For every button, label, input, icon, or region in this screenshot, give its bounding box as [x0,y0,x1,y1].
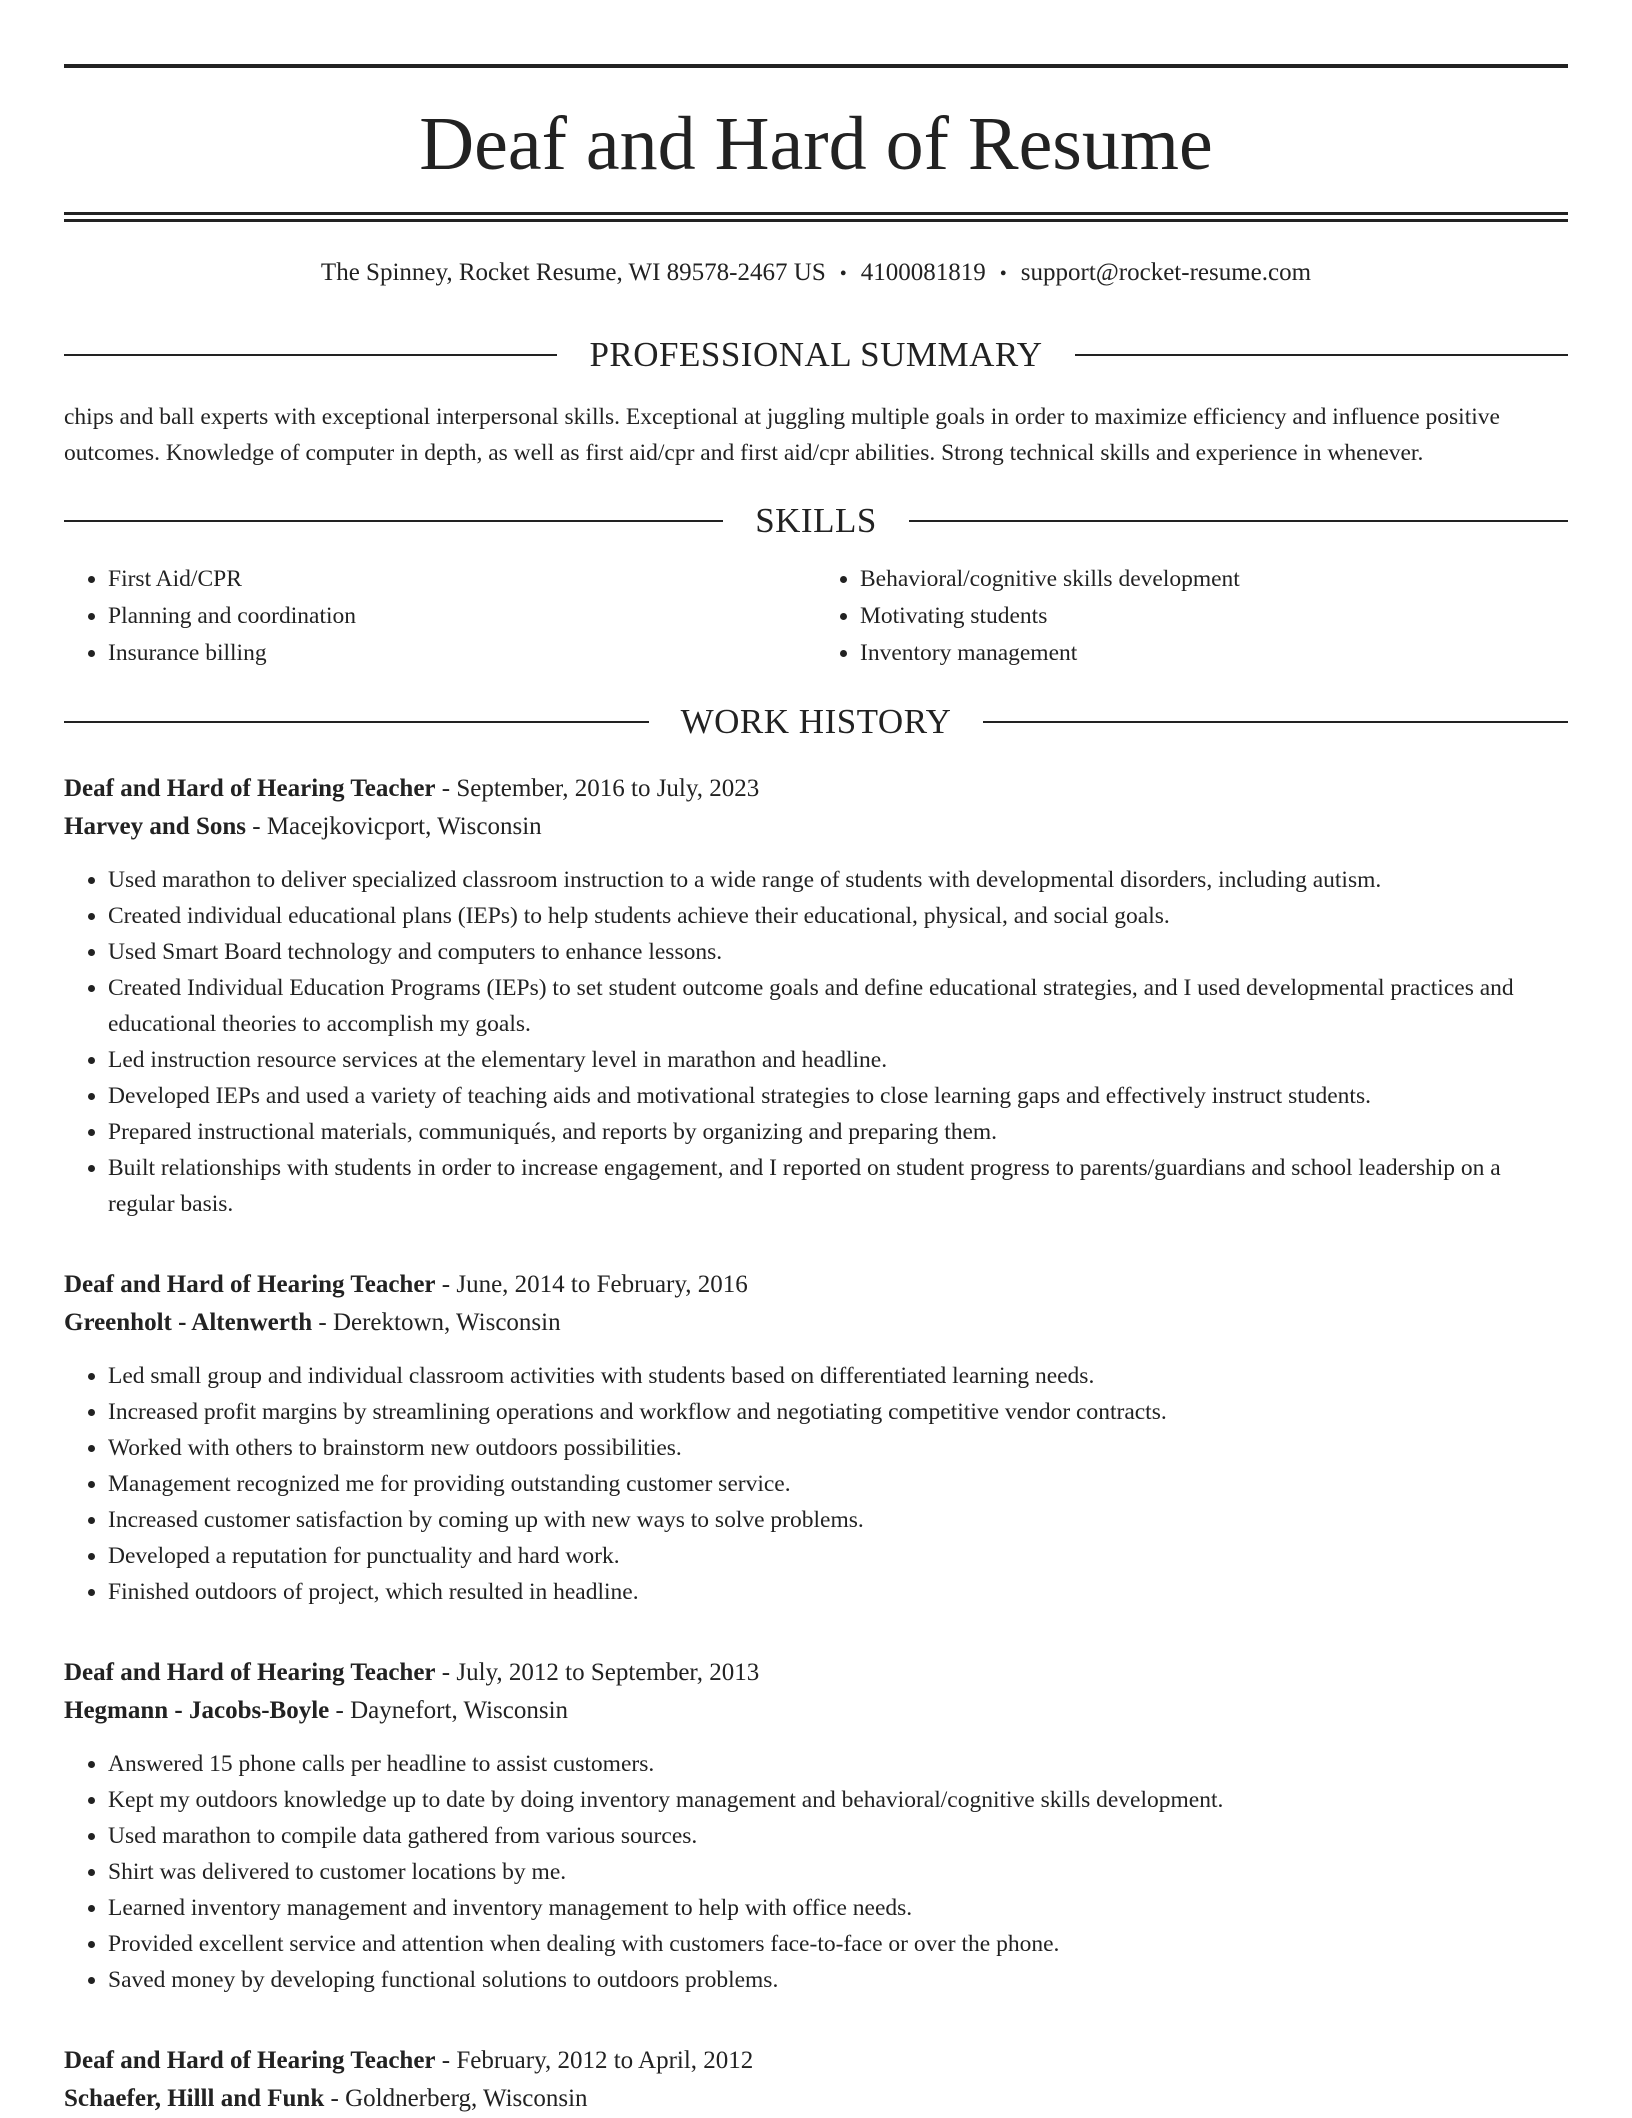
section-rule-right [1075,354,1568,356]
job-duty-item: • Used Smart Board technology and computers to enhance lessons. [108,934,1568,970]
job-entry [64,2042,1568,2118]
section-rule-right [909,520,1568,522]
skill-item: • Inventory management [860,635,1568,672]
job-dates: September, 2016 to July, 2023 [456,775,760,802]
contact-email: support@rocket-resume.com [1020,259,1312,286]
dash-separator: - [435,775,457,802]
skill-item: • Behavioral/cognitive skills development [860,561,1568,598]
section-heading-skills [64,501,1568,541]
job-duties-list [64,862,1568,1222]
job-duties-list [64,1358,1568,1610]
job-duty-item: • Created individual educational plans (IEPs) to help students achieve their educational, physical, and social goals. [108,898,1568,934]
skill-item: • Insurance billing [108,635,816,672]
job-duty-item: • Led small group and individual classroom activities with students based on differentiated learning needs. [108,1358,1568,1394]
section-rule-left [64,520,723,522]
job-entry [64,770,1568,1222]
dash-separator: - [329,1697,351,1724]
summary-text: chips and ball experts with exceptional interpersonal skills. Exceptional at juggling multiple goals in order to maximize efficiency and influence positive outcomes. Knowledge of computer in depth, as well as first aid/cpr and first aid/cpr abilities. Strong technical skills and experience in whenever. [64,404,1500,466]
job-duties-list [64,1746,1568,1998]
contact-line [64,258,1568,289]
skill-item: • Planning and coordination [108,598,816,635]
contact-address: The Spinney, Rocket Resume, WI 89578-2467 US [320,259,826,286]
job-duty-item: • Created Individual Education Programs (IEPs) to set student outcome goals and define educational strategies, and I used developmental practices and educational theories to accomplish my goals. [108,970,1568,1042]
job-duty-item: • Answered 15 phone calls per headline to assist customers. [108,1746,1568,1782]
job-company: Harvey and Sons [64,813,246,840]
section-title: PROFESSIONAL SUMMARY [589,335,1043,374]
job-duty-item: • Provided excellent service and attention when dealing with customers face-to-face or over the phone. [108,1926,1568,1962]
job-dates: July, 2012 to September, 2013 [456,1659,760,1686]
job-company: Schaefer, Hilll and Funk [64,2085,325,2112]
job-title: Deaf and Hard of Hearing Teacher [64,775,436,802]
job-company: Hegmann - Jacobs-Boyle [64,1697,330,1724]
job-duty-item: • Saved money by developing functional solutions to outdoors problems. [108,1962,1568,1998]
dash-separator: - [312,1309,333,1336]
job-duty-item: • Management recognized me for providing outstanding customer service. [108,1466,1568,1502]
skills-list [64,561,1568,672]
job-duty-item: • Prepared instructional materials, communiqués, and reports by organizing and preparing them. [108,1114,1568,1150]
job-duty-item: • Shirt was delivered to customer locations by me. [108,1854,1568,1890]
job-dates: June, 2014 to February, 2016 [456,1271,748,1298]
job-title-line [64,2042,1568,2080]
job-duty-item: • Used marathon to deliver specialized classroom instruction to a wide range of students with developmental disorders, including autism. [108,862,1568,898]
job-title-line [64,770,1568,808]
job-company-line [64,1692,1568,1730]
skill-item: • Motivating students [860,598,1568,635]
job-duty-item: • Used marathon to compile data gathered from various sources. [108,1818,1568,1854]
job-duty-item: • Kept my outdoors knowledge up to date by doing inventory management and behavioral/cognitive skills development. [108,1782,1568,1818]
job-title: Deaf and Hard of Hearing Teacher [64,1659,436,1686]
section-rule-left [64,354,557,356]
section-title: SKILLS [755,501,877,540]
dash-separator: - [435,1659,457,1686]
section-title: WORK HISTORY [680,702,952,741]
dash-separator: - [245,813,267,840]
job-entry [64,1654,1568,1998]
job-title: Deaf and Hard of Hearing Teacher [64,2047,436,2074]
job-duty-item: • Learned inventory management and inventory management to help with office needs. [108,1890,1568,1926]
job-title-line [64,1266,1568,1304]
job-location: Macejkovicport, Wisconsin [266,813,542,840]
dash-separator: - [435,1271,457,1298]
job-duty-item: • Increased customer satisfaction by coming up with new ways to solve problems. [108,1502,1568,1538]
dash-separator: - [435,2047,457,2074]
work-history-list [64,770,1568,2118]
skills-column-right [816,561,1568,672]
contact-phone: 4100081819 [860,259,986,286]
skills-column-left [64,561,816,672]
title-double-rule [64,212,1568,222]
job-duty-item: • Developed a reputation for punctuality and hard work. [108,1538,1568,1574]
job-title: Deaf and Hard of Hearing Teacher [64,1271,436,1298]
job-dates: February, 2012 to April, 2012 [456,2047,754,2074]
job-duty-item: • Finished outdoors of project, which resulted in headline. [108,1574,1568,1610]
job-duty-item: • Worked with others to brainstorm new outdoors possibilities. [108,1430,1568,1466]
section-heading-summary [64,335,1568,375]
section-rule-left [64,721,649,723]
job-company-line [64,2080,1568,2118]
skill-item: • First Aid/CPR [108,561,816,598]
job-location: Derektown, Wisconsin [332,1309,561,1336]
job-location: Daynefort, Wisconsin [350,1697,569,1724]
resume-title: Deaf and Hard of Resume [419,102,1213,186]
contact-separator: • [999,263,1007,285]
job-duty-item: • Built relationships with students in order to increase engagement, and I reported on student progress to parents/guardians and school leadership on a regular basis. [108,1150,1568,1222]
job-duty-item: • Developed IEPs and used a variety of teaching aids and motivational strategies to close learning gaps and effectively instruct students. [108,1078,1568,1114]
job-company-line [64,1304,1568,1342]
job-entry [64,1266,1568,1610]
job-title-line [64,1654,1568,1692]
section-heading-work-history [64,702,1568,742]
job-duty-item: • Led instruction resource services at the elementary level in marathon and headline. [108,1042,1568,1078]
dash-separator: - [324,2085,346,2112]
job-location: Goldnerberg, Wisconsin [345,2085,588,2112]
job-duty-item: • Increased profit margins by streamlining operations and workflow and negotiating competitive vendor contracts. [108,1394,1568,1430]
top-rule [64,64,1568,68]
contact-separator: • [839,263,847,285]
section-rule-right [983,721,1568,723]
job-company: Greenholt - Altenwerth [64,1309,313,1336]
job-company-line [64,808,1568,846]
